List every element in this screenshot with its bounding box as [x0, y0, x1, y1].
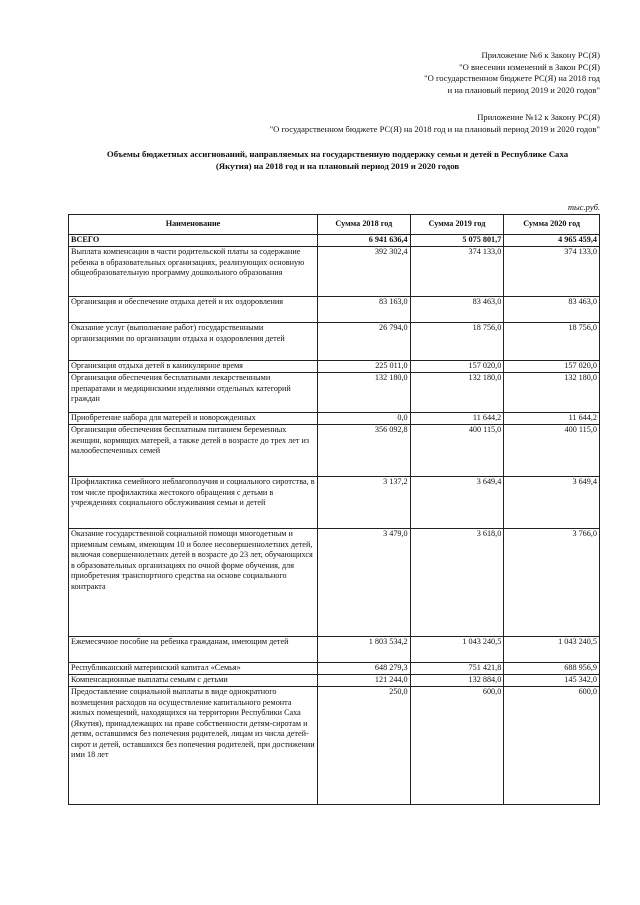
- value-2019: 157 020,0: [410, 361, 504, 373]
- table-header-row: [69, 215, 600, 235]
- units-label: тыс.руб.: [567, 202, 600, 212]
- table-row: [69, 425, 600, 477]
- row-name: ВСЕГО: [69, 235, 318, 247]
- header-line: и на плановый период 2019 и 2020 годов": [447, 84, 600, 95]
- value-2018: 121 244,0: [318, 675, 411, 687]
- value-2018: 1 803 534,2: [318, 637, 411, 663]
- row-name: Профилактика семейного неблагополучия и социального сиротства, в том числе профилактика жестокого обращения с детьми в учреждениях социального обслуживания семьи и детей: [69, 477, 318, 529]
- row-name: Оказание услуг (выполнение работ) государственными организациями по организации отдыха и оздоровления детей: [69, 323, 318, 361]
- value-2020: 3 766,0: [504, 529, 600, 637]
- value-2018: 26 794,0: [318, 323, 411, 361]
- table-row: [69, 637, 600, 663]
- value-2018: 392 302,4: [318, 247, 411, 297]
- table-row: [69, 361, 600, 373]
- table-row: [69, 663, 600, 675]
- title-line: Объемы бюджетных ассигнований, направляемых на государственную поддержку семьи и детей в Республике Саха: [106, 149, 569, 159]
- table-row: [69, 529, 600, 637]
- title-line: (Якутия) на 2018 год и на плановый период 2019 и 2020 годов: [215, 161, 460, 171]
- value-2018: 648 279,3: [318, 663, 411, 675]
- value-2020: 4 965 459,4: [504, 235, 600, 247]
- table-row: [69, 477, 600, 529]
- value-2018: 83 163,0: [318, 297, 411, 323]
- header-line: Приложение №6 к Закону РС(Я): [481, 50, 600, 60]
- table-row: [69, 373, 600, 413]
- value-2020: 1 043 240,5: [504, 637, 600, 663]
- table-row: [69, 323, 600, 361]
- value-2020: 3 649,4: [504, 477, 600, 529]
- row-name: Организация и обеспечение отдыха детей и их оздоровления: [69, 297, 318, 323]
- table-row: [69, 297, 600, 323]
- value-2019: 18 756,0: [410, 323, 504, 361]
- header-line: Приложение №12 к Закону РС(Я): [477, 112, 600, 122]
- value-2020: 688 956,9: [504, 663, 600, 675]
- value-2019: 374 133,0: [410, 247, 504, 297]
- budget-table: [68, 214, 600, 805]
- header-line: "О внесении изменений в Закон РС(Я): [459, 61, 600, 72]
- row-name: Организация обеспечения бесплатными лекарственными препаратами и медицинскими изделиями отдельных категорий граждан: [69, 373, 318, 413]
- column-header-2018: Сумма 2018 год: [318, 215, 411, 235]
- value-2018: 250,0: [318, 687, 411, 805]
- row-name: Компенсационные выплаты семьям с детьми: [69, 675, 318, 687]
- value-2020: 374 133,0: [504, 247, 600, 297]
- value-2019: 132 884,0: [410, 675, 504, 687]
- row-name: Республиканский материнский капитал «Семья»: [69, 663, 318, 675]
- value-2019: 400 115,0: [410, 425, 504, 477]
- value-2019: 600,0: [410, 687, 504, 805]
- value-2018: 0,0: [318, 413, 411, 425]
- value-2020: 132 180,0: [504, 373, 600, 413]
- appendix-header-12: [270, 112, 600, 135]
- row-name: Приобретение набора для матерей и новорожденных: [69, 413, 318, 425]
- value-2020: 18 756,0: [504, 323, 600, 361]
- value-2019: 3 618,0: [410, 529, 504, 637]
- value-2019: 83 463,0: [410, 297, 504, 323]
- value-2019: 3 649,4: [410, 477, 504, 529]
- row-name: Оказание государственной социальной помощи многодетным и приемным семьям, имеющим 10 и более несовершеннолетних детей, включая совершеннолетних детей в возрасте до 23 лет, обучающихся в образовательных организациях по очной форме обучения, для приобретения транспортного средства на основе социального контракта: [69, 529, 318, 637]
- value-2020: 400 115,0: [504, 425, 600, 477]
- value-2018: 356 092,8: [318, 425, 411, 477]
- value-2019: 132 180,0: [410, 373, 504, 413]
- value-2020: 145 342,0: [504, 675, 600, 687]
- table-row: [69, 413, 600, 425]
- value-2020: 83 463,0: [504, 297, 600, 323]
- value-2020: 11 644,2: [504, 413, 600, 425]
- column-header-2020: Сумма 2020 год: [504, 215, 600, 235]
- row-name: Организация отдыха детей в каникулярное время: [69, 361, 318, 373]
- column-header-2019: Сумма 2019 год: [410, 215, 504, 235]
- row-name: Организация обеспечения бесплатным питанием беременных женщин, кормящих матерей, а также детей в возрасте до трех лет из малообеспеченных семей: [69, 425, 318, 477]
- document-title: [70, 148, 605, 172]
- header-line: "О государственном бюджете РС(Я) на 2018 год и на плановый период 2019 и 2020 годов": [269, 123, 600, 134]
- value-2018: 3 479,0: [318, 529, 411, 637]
- table-row-total: [69, 235, 600, 247]
- value-2019: 751 421,8: [410, 663, 504, 675]
- value-2018: 225 011,0: [318, 361, 411, 373]
- value-2019: 1 043 240,5: [410, 637, 504, 663]
- row-name: Ежемесячное пособие на ребенка гражданам, имеющим детей: [69, 637, 318, 663]
- value-2018: 6 941 636,4: [318, 235, 411, 247]
- table-row: [69, 687, 600, 805]
- table-row: [69, 247, 600, 297]
- header-line: "О государственном бюджете РС(Я) на 2018 год: [424, 73, 600, 83]
- value-2018: 3 137,2: [318, 477, 411, 529]
- value-2019: 11 644,2: [410, 413, 504, 425]
- value-2020: 600,0: [504, 687, 600, 805]
- appendix-header-6: [424, 50, 600, 96]
- table-row: [69, 675, 600, 687]
- row-name: Предоставление социальной выплаты в виде однократного возмещения расходов на осуществление капитального ремонта жилых помещений, находящихся на территории Республики Саха (Якутия), принадлежащих на праве собственности детям-сиротам и детям, оставшимся без попечения родителей, лицам из числа детей-сирот и детей, оставшихся без попечения родителей, при достижении ими 18 лет: [69, 687, 318, 805]
- value-2020: 157 020,0: [504, 361, 600, 373]
- column-header-name: Наименование: [69, 215, 318, 235]
- value-2019: 5 075 801,7: [410, 235, 504, 247]
- row-name: Выплата компенсации в части родительской платы за содержание ребенка в образовательных организациях, реализующих основную общеобразовательную программу дошкольного образования: [69, 247, 318, 297]
- value-2018: 132 180,0: [318, 373, 411, 413]
